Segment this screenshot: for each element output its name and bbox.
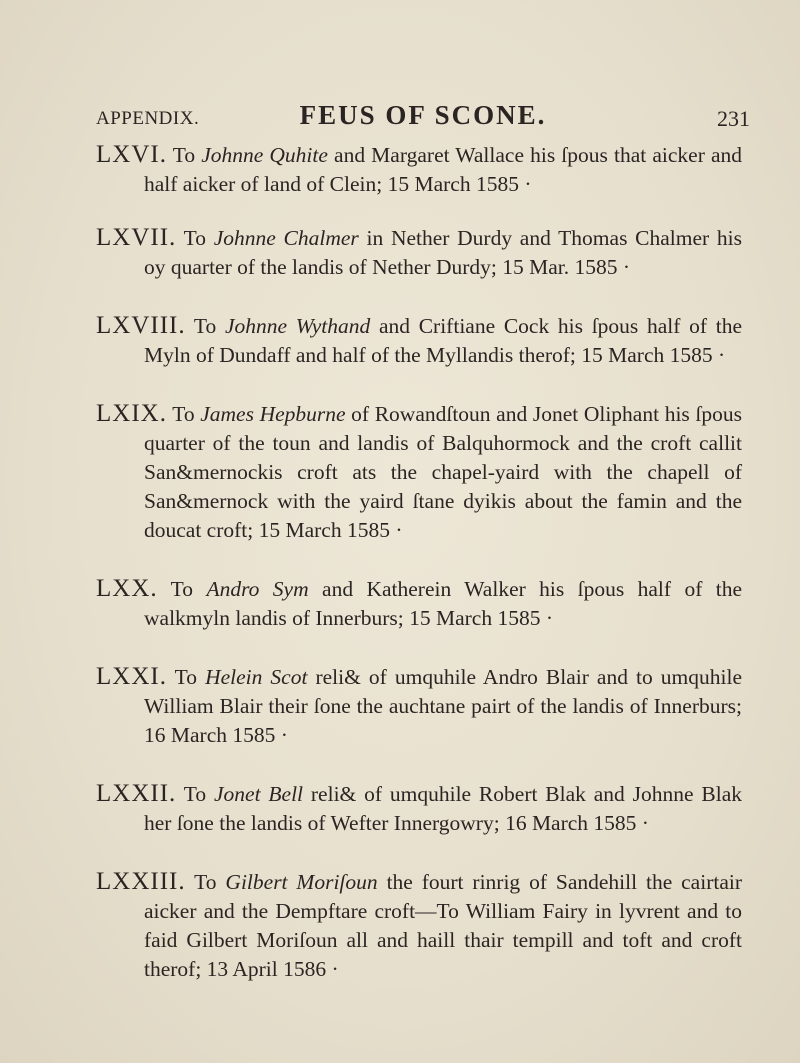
entry-to: To <box>194 870 217 894</box>
entry-numeral: LXVI. <box>96 141 167 168</box>
entry-to: To <box>183 782 207 806</box>
entry-to: To <box>172 402 195 426</box>
entry-text: in Nether Durdy and Thomas Chalmer his oy quarter of the landis of Nether Durdy; 15 Mar. 1585 · <box>144 226 742 279</box>
entry-lxix <box>96 399 742 545</box>
page-number: 231 <box>717 106 750 131</box>
entry-numeral: LXVII. <box>96 224 177 251</box>
entry-lxvi <box>96 140 742 199</box>
entry-text: and Margaret Wallace his ſpous that aicker and half aicker of land of Clein; 15 March 1585 · <box>144 143 743 196</box>
entry-text: the fourt rinrig of Sandehill the cairtair aicker and the Dempftare croft—To William Fairy in lyvrent and to faid Gilbert Moriſoun all and haill thair tempill and toft and croft therof; 13 April 1586 · <box>144 870 743 981</box>
running-header <box>96 100 750 136</box>
entry-text: and Criftiane Cock his ſpous half of the Myln of Dundaff and half of the Myllandis therof; 15 March 1585 · <box>144 314 742 367</box>
header-section-label: APPENDIX. <box>96 108 200 129</box>
entry-name: Helein Scot <box>205 665 308 689</box>
entry-to: To <box>170 577 194 601</box>
entry-text: and Katherein Walker his ſpous half of the walkmyln landis of Innerburs; 15 March 1585 · <box>144 577 743 630</box>
entry-name: Johnne Chalmer <box>213 226 359 250</box>
entry-name: Johnne Quhite <box>201 143 328 167</box>
entry-text: reli& of umquhile Andro Blair and to umquhile William Blair their ſone the auchtane pairt of the landis of Innerburs; 16 March 1585 · <box>144 665 742 747</box>
entry-name: Gilbert Moriſoun <box>225 870 378 894</box>
header-title: FEUS OF SCONE. <box>299 100 547 130</box>
entry-to: To <box>183 226 206 250</box>
entry-numeral: LXVIII. <box>96 312 186 339</box>
entry-numeral: LXXIII. <box>96 868 186 895</box>
entry-numeral: LXXI. <box>96 663 167 690</box>
entry-lxxi <box>96 662 742 750</box>
entry-lxxii <box>96 779 742 838</box>
entry-to: To <box>172 143 196 167</box>
entry-numeral: LXIX. <box>96 400 167 427</box>
entry-text: reli& of umquhile Robert Blak and Johnne Blak her ſone the landis of Wefter Innergowry; 16 March 1585 · <box>144 782 743 835</box>
entry-name: Johnne Wythand <box>225 314 371 338</box>
entry-lxviii <box>96 311 742 370</box>
entry-name: Andro Sym <box>206 577 309 601</box>
entry-text: of Rowandſtoun and Jonet Oliphant his ſpous quarter of the toun and landis of Balquhormock and the croft callit San&mernockis croft ats the chapel-yaird with the chapell of San&mernock with the yaird ſtane dyikis about the famin and the doucat croft; 15 March 1585 · <box>144 402 742 542</box>
entry-lxx <box>96 574 742 633</box>
entry-lxxiii <box>96 867 742 984</box>
entry-list <box>96 140 742 984</box>
entry-numeral: LXX. <box>96 575 158 602</box>
entry-to: To <box>174 665 198 689</box>
entry-lxvii <box>96 223 742 282</box>
entry-numeral: LXXII. <box>96 780 177 807</box>
entry-to: To <box>193 314 217 338</box>
entry-name: James Hepburne <box>200 402 346 426</box>
entry-name: Jonet Bell <box>214 782 304 806</box>
